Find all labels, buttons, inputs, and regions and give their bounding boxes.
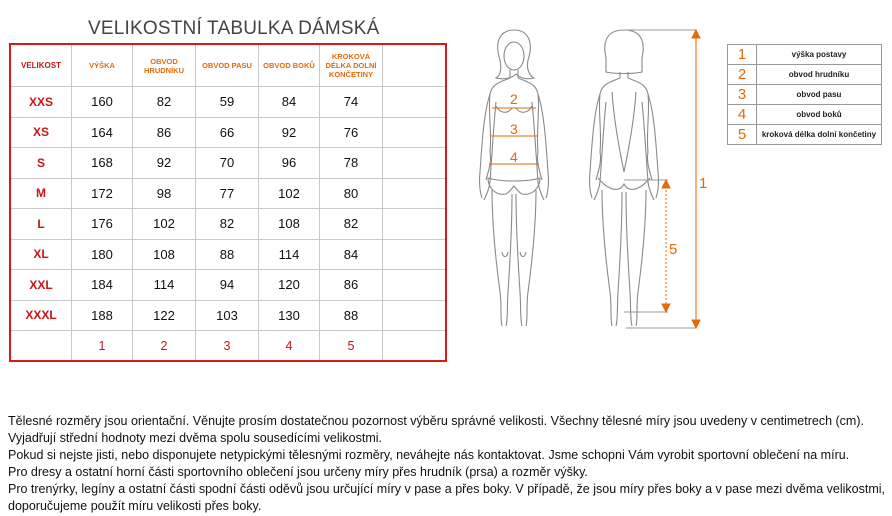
table-row (10, 270, 446, 301)
legend-num: 5 (728, 125, 757, 145)
table-row (10, 209, 446, 240)
table-row (10, 87, 446, 118)
value-cell: 84 (320, 239, 383, 270)
marker-hips: 4 (510, 149, 518, 165)
value-cell: 108 (259, 209, 320, 240)
value-cell: 180 (72, 239, 133, 270)
table-row (10, 239, 446, 270)
size-cell: S (10, 148, 72, 179)
value-cell: 98 (133, 178, 196, 209)
value-cell: 172 (72, 178, 133, 209)
value-cell: 122 (133, 300, 196, 331)
value-cell: 82 (196, 209, 259, 240)
index-cell: 3 (196, 331, 259, 362)
value-cell: 92 (259, 117, 320, 148)
value-cell: 82 (133, 87, 196, 118)
table-row (10, 178, 446, 209)
index-cell: 5 (320, 331, 383, 362)
size-cell: L (10, 209, 72, 240)
legend-label: obvod hrudníku (757, 65, 882, 85)
size-table (9, 43, 447, 362)
size-cell: XXL (10, 270, 72, 301)
header-height: VÝŠKA (72, 44, 133, 87)
front-figure (480, 30, 549, 326)
value-cell: 102 (133, 209, 196, 240)
note-line: Vyjadřují střední hodnoty mezi dvěma spolu sousedícími velikostmi. (8, 431, 383, 445)
value-cell: 102 (259, 178, 320, 209)
size-cell: XL (10, 239, 72, 270)
note-line: Pokud si nejste jisti, nebo disponujete netypickými tělesnými rozměry, neváhejte nás kontaktovat. Jsme schopni Vám vyrobit sportovní oblečení na míru. (8, 448, 850, 462)
empty-cell (383, 209, 447, 240)
header-inseam: KROKOVÁ DÉLKA DOLNÍ KONČETINY (320, 44, 383, 87)
value-cell: 74 (320, 87, 383, 118)
index-row (10, 331, 446, 362)
empty-cell (383, 270, 447, 301)
value-cell: 188 (72, 300, 133, 331)
value-cell: 103 (196, 300, 259, 331)
page-title: VELIKOSTNÍ TABULKA DÁMSKÁ (88, 18, 380, 39)
legend-row (728, 45, 882, 65)
legend-label: kroková délka dolní končetiny (757, 125, 882, 145)
marker-waist: 3 (510, 121, 518, 137)
empty-cell (383, 87, 447, 118)
empty-cell (383, 300, 447, 331)
value-cell: 86 (133, 117, 196, 148)
size-cell: XS (10, 117, 72, 148)
note-line: doporučujeme použít míru velikosti přes boky. (8, 499, 262, 513)
value-cell: 88 (320, 300, 383, 331)
legend-num: 4 (728, 105, 757, 125)
value-cell: 108 (133, 239, 196, 270)
value-cell: 70 (196, 148, 259, 179)
empty-cell (383, 331, 447, 362)
value-cell: 94 (196, 270, 259, 301)
value-cell: 76 (320, 117, 383, 148)
note-line: Pro trenýrky, legíny a ostatní části spodní části oděvů jsou určující míry v pase a přes boky. V případě, že jsou míry přes boky a v pase mezi dvěma velikostmi, (8, 482, 885, 496)
legend-label: obvod boků (757, 105, 882, 125)
legend-num: 1 (728, 45, 757, 65)
table-row (10, 300, 446, 331)
header-hips: OBVOD BOKŮ (259, 44, 320, 87)
note-line: Pro dresy a ostatní horní části sportovního oblečení jsou určeny míry přes hrudník (prsa) a rozměr výšky. (8, 465, 588, 479)
index-cell: 1 (72, 331, 133, 362)
value-cell: 66 (196, 117, 259, 148)
value-cell: 164 (72, 117, 133, 148)
value-cell: 78 (320, 148, 383, 179)
legend-table (727, 44, 882, 145)
marker-height: 1 (699, 175, 708, 192)
table-row (10, 117, 446, 148)
body-measurement-figures (470, 22, 720, 342)
value-cell: 160 (72, 87, 133, 118)
size-notes (8, 413, 888, 515)
legend-row (728, 85, 882, 105)
value-cell: 96 (259, 148, 320, 179)
value-cell: 80 (320, 178, 383, 209)
value-cell: 88 (196, 239, 259, 270)
empty-cell (383, 239, 447, 270)
header-waist: OBVOD PASU (196, 44, 259, 87)
value-cell: 77 (196, 178, 259, 209)
index-cell: 2 (133, 331, 196, 362)
legend-label: obvod pasu (757, 85, 882, 105)
value-cell: 86 (320, 270, 383, 301)
value-cell: 114 (133, 270, 196, 301)
marker-inseam: 5 (669, 241, 678, 258)
value-cell: 120 (259, 270, 320, 301)
index-cell: 4 (259, 331, 320, 362)
legend-label: výška postavy (757, 45, 882, 65)
value-cell: 176 (72, 209, 133, 240)
value-cell: 130 (259, 300, 320, 331)
size-cell: XXS (10, 87, 72, 118)
value-cell: 59 (196, 87, 259, 118)
legend-row (728, 105, 882, 125)
header-chest: OBVOD HRUDNÍKU (133, 44, 196, 87)
legend-num: 3 (728, 85, 757, 105)
legend-row (728, 125, 882, 145)
inseam-measure-line (624, 180, 670, 312)
empty-cell (383, 148, 447, 179)
back-figure (590, 30, 659, 326)
value-cell: 168 (72, 148, 133, 179)
legend-row (728, 65, 882, 85)
empty-cell (383, 178, 447, 209)
value-cell: 184 (72, 270, 133, 301)
value-cell: 84 (259, 87, 320, 118)
legend-num: 2 (728, 65, 757, 85)
table-row (10, 148, 446, 179)
value-cell: 92 (133, 148, 196, 179)
size-cell: XXXL (10, 300, 72, 331)
size-cell: M (10, 178, 72, 209)
note-line: Tělesné rozměry jsou orientační. Věnujte prosím dostatečnou pozornost výběru správné velikosti. Všechny tělesné míry jsou uvedeny v centimetrech (cm). (8, 414, 864, 428)
empty-cell (383, 117, 447, 148)
header-size: VELIKOST (10, 44, 72, 87)
table-header-row (10, 44, 446, 87)
value-cell: 114 (259, 239, 320, 270)
height-measure-line (626, 30, 700, 328)
empty-cell (10, 331, 72, 362)
marker-chest: 2 (510, 91, 518, 107)
value-cell: 82 (320, 209, 383, 240)
header-empty (383, 44, 447, 87)
